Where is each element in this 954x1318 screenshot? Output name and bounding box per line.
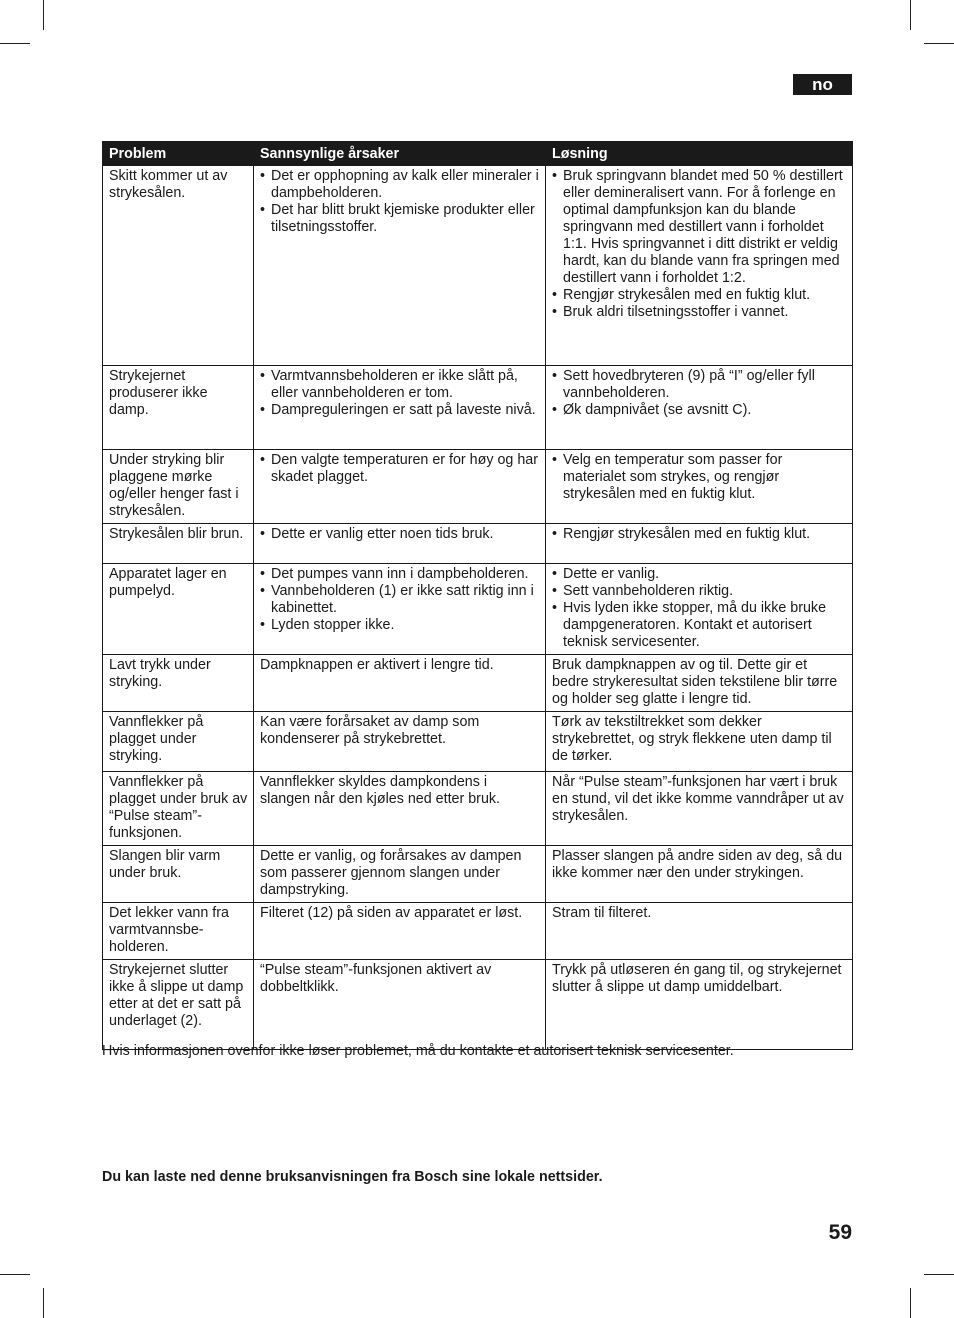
cause-item: • Det pumpes vann inn i dampbeholderen. (260, 566, 540, 583)
solution-cell (546, 450, 853, 524)
problem-cell: Det lekker vann fra varmtvannsbe-holderen. (103, 903, 254, 960)
download-note: Du kan laste ned denne bruksanvisningen fra Bosch sine lokale nettsider. (102, 1169, 603, 1185)
solution-cell: Tørk av tekstiltrekket som dekker strykebrettet, og stryk flekkene uten damp til de tørker. (546, 712, 853, 772)
solution-cell: Trykk på utløseren én gang til, og strykejernet slutter å slippe ut damp umiddelbart. (546, 960, 853, 1050)
cause-item: • Varmtvannsbeholderen er ikke slått på, eller vannbeholderen er tom. (260, 368, 540, 402)
problem-cell: Strykejernet slutter ikke å slippe ut damp etter at det er satt på underlaget (2). (103, 960, 254, 1050)
crop-mark (924, 43, 954, 44)
causes-cell: Dampknappen er aktivert i lengre tid. (254, 655, 546, 712)
crop-mark (43, 1288, 44, 1318)
problem-cell: Strykejernet produserer ikke damp. (103, 366, 254, 450)
crop-mark (924, 1274, 954, 1275)
table-row (103, 772, 853, 846)
table-row (103, 712, 853, 772)
solution-cell: Når “Pulse steam”-funksjonen har vært i bruk en stund, vil det ikke komme vanndråper ut av strykesålen. (546, 772, 853, 846)
solution-item: • Velg en temperatur som passer for materialet som strykes, og rengjør strykesålen med en fuktig klut. (552, 452, 847, 503)
page-number: 59 (828, 1221, 852, 1244)
problem-cell: Strykesålen blir brun. (103, 524, 254, 564)
solution-item: • Hvis lyden ikke stopper, må du ikke bruke dampgeneratoren. Kontakt et autorisert teknisk servicesenter. (552, 600, 847, 651)
troubleshooting-table (102, 141, 853, 1050)
cause-item: • Dampreguleringen er satt på laveste nivå. (260, 402, 540, 419)
table-row (103, 903, 853, 960)
causes-cell (254, 166, 546, 366)
cause-item: • Det er opphopning av kalk eller mineraler i dampbeholderen. (260, 168, 540, 202)
problem-cell: Skitt kommer ut av strykesålen. (103, 166, 254, 366)
crop-mark (0, 1274, 30, 1275)
causes-cell (254, 366, 546, 450)
solution-cell (546, 564, 853, 655)
table-row (103, 366, 853, 450)
solution-item: • Rengjør strykesålen med en fuktig klut. (552, 526, 847, 543)
cause-item: • Dette er vanlig etter noen tids bruk. (260, 526, 540, 543)
solution-cell: Stram til filteret. (546, 903, 853, 960)
problem-cell: Vannflekker på plagget under bruk av “Pulse steam”-funksjonen. (103, 772, 254, 846)
crop-mark (0, 43, 30, 44)
problem-cell: Vannflekker på plagget under stryking. (103, 712, 254, 772)
table-row (103, 450, 853, 524)
solution-cell: Bruk dampknappen av og til. Dette gir et bedre strykeresultat siden tekstilene blir tørre og holder seg glatte i lengre tid. (546, 655, 853, 712)
table-row (103, 846, 853, 903)
cause-item: • Vannbeholderen (1) er ikke satt riktig inn i kabinettet. (260, 583, 540, 617)
table-row (103, 564, 853, 655)
solution-item: • Rengjør strykesålen med en fuktig klut. (552, 287, 847, 304)
solution-item: • Sett hovedbryteren (9) på “I” og/eller fyll vannbeholderen. (552, 368, 847, 402)
problem-cell: Slangen blir varm under bruk. (103, 846, 254, 903)
solution-item: • Dette er vanlig. (552, 566, 847, 583)
crop-mark (910, 0, 911, 30)
header-problem: Problem (103, 142, 254, 166)
causes-cell: Dette er vanlig, og forårsakes av dampen som passerer gjennom slangen under dampstryking. (254, 846, 546, 903)
language-badge: no (793, 74, 852, 95)
crop-mark (43, 0, 44, 30)
causes-cell (254, 524, 546, 564)
crop-mark (910, 1288, 911, 1318)
service-center-note: Hvis informasjonen ovenfor ikke løser problemet, må du kontakte et autorisert teknisk servicesenter. (102, 1043, 734, 1059)
causes-cell (254, 564, 546, 655)
solution-cell (546, 524, 853, 564)
solution-item: • Bruk aldri tilsetningsstoffer i vannet. (552, 304, 847, 321)
cause-item: • Det har blitt brukt kjemiske produkter eller tilsetningsstoffer. (260, 202, 540, 236)
header-solution: Løsning (546, 142, 853, 166)
header-causes: Sannsynlige årsaker (254, 142, 546, 166)
problem-cell: Under stryking blir plaggene mørke og/eller henger fast i strykesålen. (103, 450, 254, 524)
solution-item: • Bruk springvann blandet med 50 % destillert eller demineralisert vann. For å forlenge en optimal dampfunksjon kan du blande springvann med destillert vann i forholdet 1:1. Hvis springvannet i ditt distrikt er veldig hardt, kan du blande vann fra springen med destillert vann i forholdet 1:2. (552, 168, 847, 287)
causes-cell: Vannflekker skyldes dampkondens i slangen når den kjøles ned etter bruk. (254, 772, 546, 846)
table-row (103, 166, 853, 366)
causes-cell (254, 450, 546, 524)
problem-cell: Apparatet lager en pumpelyd. (103, 564, 254, 655)
solution-cell (546, 366, 853, 450)
cause-item: • Den valgte temperaturen er for høy og har skadet plagget. (260, 452, 540, 486)
solution-item: • Øk dampnivået (se avsnitt C). (552, 402, 847, 419)
solution-cell (546, 166, 853, 366)
causes-cell: “Pulse steam”-funksjonen aktivert av dobbeltklikk. (254, 960, 546, 1050)
solution-item: • Sett vannbeholderen riktig. (552, 583, 847, 600)
cause-item: • Lyden stopper ikke. (260, 617, 540, 634)
causes-cell: Filteret (12) på siden av apparatet er løst. (254, 903, 546, 960)
solution-cell: Plasser slangen på andre siden av deg, så du ikke kommer nær den under strykingen. (546, 846, 853, 903)
problem-cell: Lavt trykk under stryking. (103, 655, 254, 712)
table-header-row (103, 142, 853, 166)
table-row (103, 655, 853, 712)
table-row (103, 960, 853, 1050)
table-row (103, 524, 853, 564)
causes-cell: Kan være forårsaket av damp som kondenserer på strykebrettet. (254, 712, 546, 772)
